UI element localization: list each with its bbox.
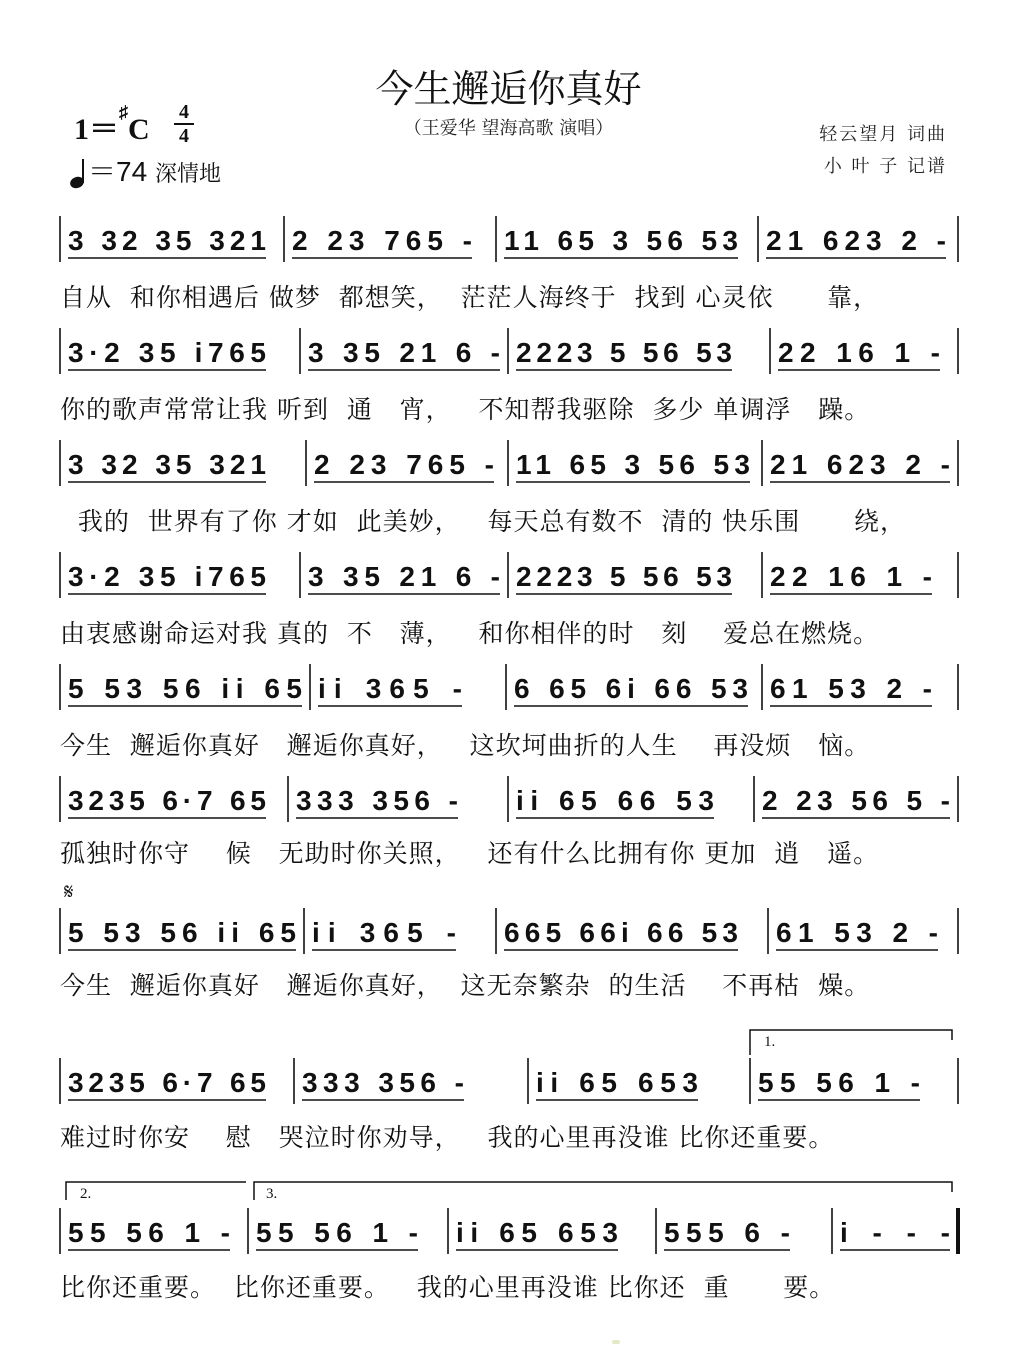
measure-notes: ii 365 - bbox=[318, 673, 462, 704]
measure-notes: ii 65 653 bbox=[456, 1217, 618, 1248]
measure-notes: 55 56 1 - bbox=[256, 1217, 418, 1248]
lyrics-line: 你的歌声常常让我 听到 通 宵， 不知帮我驱除 多少 单调浮 躁。 bbox=[60, 395, 871, 424]
tempo-value: ＝74 bbox=[88, 156, 148, 187]
notation-row bbox=[0, 898, 1017, 958]
notation-row bbox=[0, 206, 1017, 266]
measure-notes: 3 32 35 321 bbox=[68, 225, 266, 256]
score-line bbox=[0, 654, 1017, 760]
sharp-icon: ♯ bbox=[119, 102, 128, 122]
measure-notes: 55 56 1 - bbox=[68, 1217, 230, 1248]
measure-notes: 3235 6·7 65 bbox=[68, 785, 266, 816]
time-top: 4 bbox=[179, 101, 189, 123]
lyrics-line: 孤独时你守 候 无助时你关照， 还有什么比拥有你 更加 逍 遥。 bbox=[60, 839, 880, 868]
measure-notes: 6 65 6i 66 53 bbox=[514, 673, 748, 704]
measure-notes: 2 23 765 - bbox=[314, 449, 494, 480]
lyrics-line: 今生 邂逅你真好 邂逅你真好， 这坎坷曲折的人生 再没烦 恼。 bbox=[60, 731, 871, 760]
measure-notes: 2 23 56 5 - bbox=[762, 785, 950, 816]
lyrics-line: 自从 和你相遇后 做梦 都想笑， 茫茫人海终于 找到 心灵依 靠， bbox=[60, 283, 880, 312]
notation-row bbox=[0, 654, 1017, 714]
key-prefix: 1＝ bbox=[74, 113, 119, 146]
lyrics-line: 今生 邂逅你真好 邂逅你真好， 这无奈繁杂 的生活 不再枯 燥。 bbox=[60, 971, 871, 1000]
quarter-note-icon bbox=[70, 158, 88, 190]
score-line bbox=[0, 542, 1017, 648]
measure-notes: 2223 5 56 53 bbox=[516, 337, 732, 368]
score-line bbox=[0, 318, 1017, 424]
measure-notes: 2 23 765 - bbox=[292, 225, 472, 256]
page-title: 今生邂逅你真好 bbox=[375, 67, 642, 111]
lyrics-line: 我的 世界有了你 才如 此美妙， 每天总有数不 清的 快乐围 绕， bbox=[60, 507, 906, 536]
tempo-marking bbox=[70, 150, 221, 190]
measure-notes: 333 356 - bbox=[296, 785, 458, 816]
measure-notes: 3235 6·7 65 bbox=[68, 1067, 266, 1098]
measure-notes: 5 53 56 ii 65 bbox=[68, 673, 302, 704]
key-signature bbox=[74, 104, 150, 148]
time-signature bbox=[172, 102, 196, 146]
lyrics-line: 难过时你安 慰 哭泣时你劝导， 我的心里再没谁 比你还重要。 bbox=[60, 1123, 835, 1152]
lyrics-line: 由衷感谢命运对我 真的 不 薄， 和你相伴的时 刻 爱总在燃烧。 bbox=[60, 619, 880, 648]
ending-1-label: 1. bbox=[764, 1034, 776, 1050]
measure-notes: ii 65 653 bbox=[536, 1067, 698, 1098]
measure-notes: 665 66i 66 53 bbox=[504, 917, 738, 948]
ending-3-label: 3. bbox=[266, 1186, 278, 1202]
measure-notes: 22 16 1 - bbox=[778, 337, 940, 368]
notation-row bbox=[0, 318, 1017, 378]
lyrics-line: 比你还重要。 比你还重要。 我的心里再没谁 比你还 重 要。 bbox=[60, 1273, 836, 1302]
measure-notes: 55 56 1 - bbox=[758, 1067, 920, 1098]
notation-row bbox=[0, 542, 1017, 602]
time-bottom: 4 bbox=[179, 125, 189, 147]
measure-notes: 2223 5 56 53 bbox=[516, 561, 732, 592]
expression-mark: 深情地 bbox=[154, 162, 221, 187]
measure-notes: 11 65 3 56 53 bbox=[516, 449, 750, 480]
measure-notes: 21 623 2 - bbox=[770, 449, 950, 480]
page-mark bbox=[612, 1340, 620, 1344]
measure-notes: 555 6 - bbox=[664, 1217, 790, 1248]
singers-credit: （王爱华 望海高歌 演唱） bbox=[403, 118, 614, 139]
segno-icon: 𝄋 bbox=[64, 880, 74, 905]
score-line bbox=[0, 1048, 1017, 1152]
measure-notes: i - - - bbox=[840, 1217, 950, 1248]
notation-row bbox=[0, 430, 1017, 490]
transcriber-credit: 小 叶 子 记谱 bbox=[823, 156, 947, 177]
measure-notes: 21 623 2 - bbox=[766, 225, 946, 256]
ending-2-label: 2. bbox=[80, 1186, 92, 1202]
notation-row bbox=[0, 1198, 1017, 1258]
measure-notes: 61 53 2 - bbox=[776, 917, 938, 948]
measure-notes: 3 35 21 6 - bbox=[308, 337, 500, 368]
measure-notes: 5 53 56 ii 65 bbox=[68, 917, 296, 948]
measure-notes: 61 53 2 - bbox=[770, 673, 932, 704]
measure-notes: 333 356 - bbox=[302, 1067, 464, 1098]
measure-notes: 22 16 1 - bbox=[770, 561, 932, 592]
measure-notes: 3 35 21 6 - bbox=[308, 561, 500, 592]
measure-notes: 3·2 35 i765 bbox=[68, 561, 266, 592]
lyricist-credit: 轻云望月 词曲 bbox=[819, 124, 947, 145]
score-line bbox=[0, 206, 1017, 312]
measure-notes: ii 65 66 53 bbox=[516, 785, 714, 816]
measure-notes: 3·2 35 i765 bbox=[68, 337, 266, 368]
key-letter: C bbox=[128, 113, 150, 146]
score-line bbox=[0, 898, 1017, 998]
measure-notes: ii 365 - bbox=[312, 917, 456, 948]
notation-row bbox=[0, 766, 1017, 826]
score-line bbox=[0, 1198, 1017, 1302]
score-line bbox=[0, 766, 1017, 866]
score-line bbox=[0, 430, 1017, 536]
notation-row bbox=[0, 1048, 1017, 1108]
measure-notes: 3 32 35 321 bbox=[68, 449, 266, 480]
measure-notes: 11 65 3 56 53 bbox=[504, 225, 738, 256]
